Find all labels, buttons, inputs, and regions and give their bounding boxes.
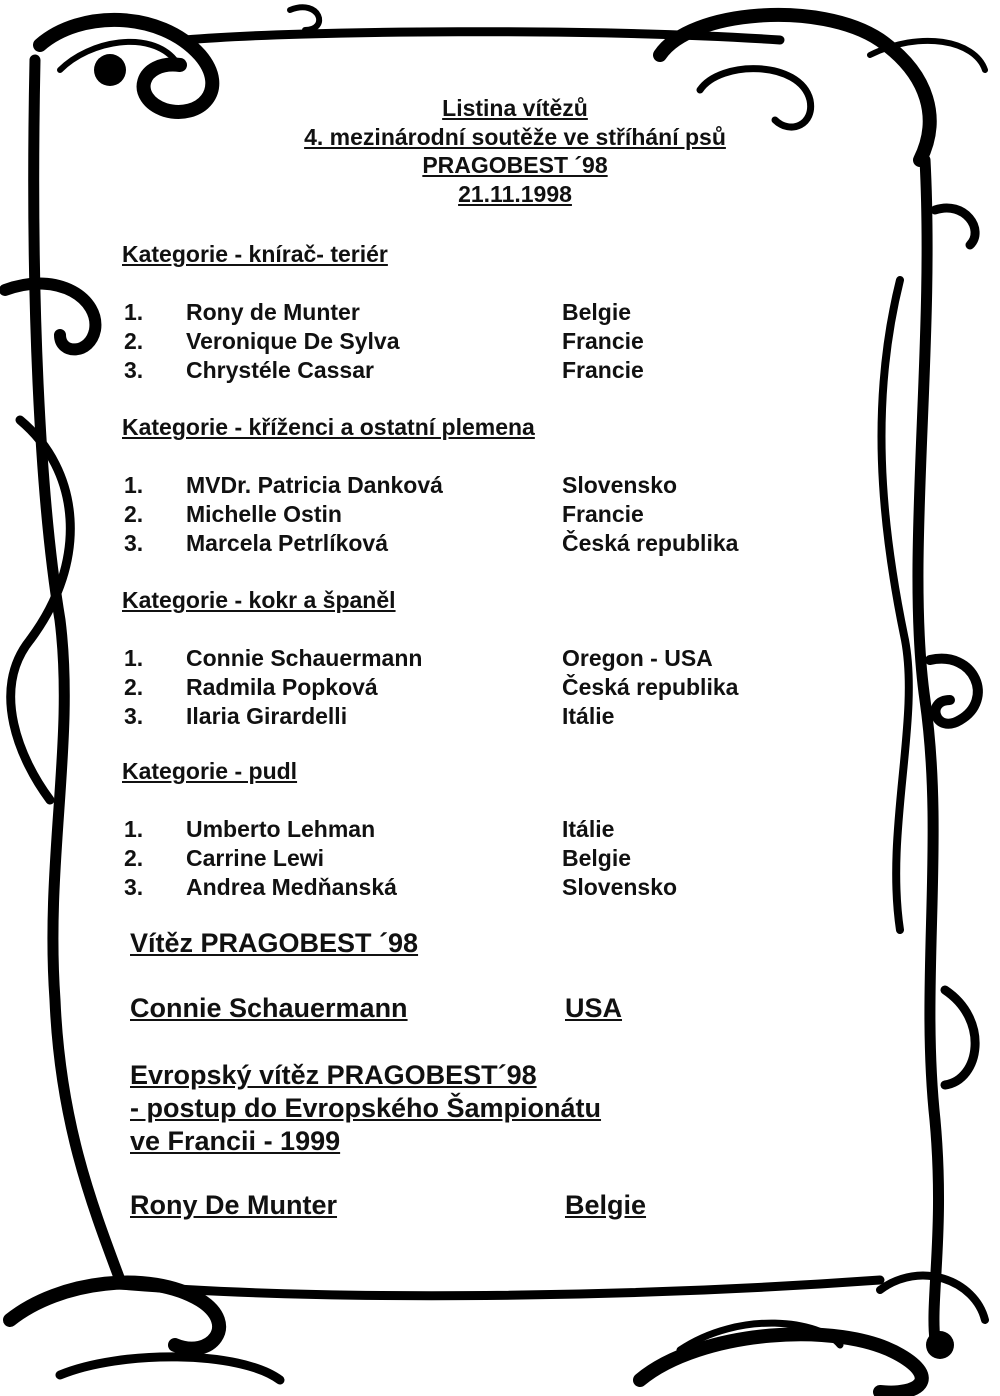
category-heading: Kategorie - pudl xyxy=(122,758,298,784)
frame-top-left-ball xyxy=(94,54,126,86)
result-country: Francie xyxy=(562,501,644,527)
title-block xyxy=(300,94,730,208)
winner-name: Connie Schauermann xyxy=(130,993,408,1023)
result-country: Česká republika xyxy=(562,530,739,556)
result-row xyxy=(122,356,822,385)
result-position: 3. xyxy=(124,703,144,729)
result-position: 1. xyxy=(124,472,144,498)
result-country: Francie xyxy=(562,357,644,383)
result-country: Česká republika xyxy=(562,674,739,700)
category-section xyxy=(122,757,822,902)
result-position: 1. xyxy=(124,816,144,842)
european-winner-name: Rony De Munter xyxy=(130,1190,338,1220)
result-row xyxy=(122,844,822,873)
category-section xyxy=(122,240,822,385)
frame-bottom-left-curl xyxy=(60,1357,280,1380)
result-position: 1. xyxy=(124,645,144,671)
result-name: Radmila Popková xyxy=(186,674,378,700)
european-winner-line-3: ve Francii - 1999 xyxy=(130,1126,341,1156)
frame-right-curl-mid xyxy=(930,659,978,724)
result-name: Andrea Medňanská xyxy=(186,874,397,900)
result-row xyxy=(122,702,822,731)
result-position: 2. xyxy=(124,501,144,527)
title-line-2: 4. mezinárodní soutěže ve stříhání psů xyxy=(304,123,726,150)
result-name: Umberto Lehman xyxy=(186,816,376,842)
title-line-3: PRAGOBEST ´98 xyxy=(422,152,608,178)
result-row xyxy=(122,529,822,558)
frame-bottom-border xyxy=(120,1280,880,1296)
winner-country: USA xyxy=(565,993,623,1023)
result-row xyxy=(122,644,822,673)
result-name: MVDr. Patricia Danková xyxy=(186,472,443,498)
result-position: 3. xyxy=(124,530,144,556)
frame-right-curl-low xyxy=(945,990,975,1085)
result-country: Slovensko xyxy=(562,874,678,900)
result-row xyxy=(122,815,822,844)
result-row xyxy=(122,500,822,529)
result-position: 3. xyxy=(124,357,144,383)
result-name: Veronique De Sylva xyxy=(186,328,400,354)
frame-right-inner-vine xyxy=(881,280,908,930)
winner-title: Vítěz PRAGOBEST ´98 xyxy=(130,928,419,958)
european-winner-line-2: - postup do Evropského Šampionátu xyxy=(130,1093,602,1123)
frame-right-curl-top xyxy=(935,208,975,245)
frame-top-small-loop xyxy=(290,7,319,30)
result-row xyxy=(122,327,822,356)
result-name: Marcela Petrlíková xyxy=(186,530,389,556)
european-winner-country: Belgie xyxy=(565,1190,647,1220)
result-name: Connie Schauermann xyxy=(186,645,423,671)
result-country: Oregon - USA xyxy=(562,645,713,671)
result-position: 3. xyxy=(124,874,144,900)
result-position: 2. xyxy=(124,328,144,354)
title-line-1: Listina vítězů xyxy=(442,95,588,121)
result-row xyxy=(122,298,822,327)
frame-bottom-left-swirl xyxy=(10,1283,219,1349)
result-country: Slovensko xyxy=(562,472,678,498)
result-row xyxy=(122,873,822,902)
result-country: Francie xyxy=(562,328,644,354)
category-section xyxy=(122,586,822,731)
result-name: Carrine Lewi xyxy=(186,845,325,871)
result-name: Ilaria Girardelli xyxy=(186,703,348,729)
result-name: Chrystéle Cassar xyxy=(186,357,374,383)
result-country: Itálie xyxy=(562,816,615,842)
result-position: 2. xyxy=(124,845,144,871)
result-row xyxy=(122,471,822,500)
result-country: Belgie xyxy=(562,845,632,871)
frame-top-right-curl xyxy=(870,41,985,70)
result-position: 2. xyxy=(124,674,144,700)
category-heading: Kategorie - kokr a španěl xyxy=(122,587,396,613)
result-row xyxy=(122,673,822,702)
category-heading: Kategorie - kříženci a ostatní plemena xyxy=(122,414,535,440)
category-section xyxy=(122,413,822,558)
title-date: 21.11.1998 xyxy=(458,180,572,207)
category-heading: Kategorie - knírač- teriér xyxy=(122,241,388,267)
result-country: Belgie xyxy=(562,299,632,325)
european-winner-line-1: Evropský vítěz PRAGOBEST´98 xyxy=(130,1060,537,1090)
frame-right-vine xyxy=(918,160,939,1340)
frame-left-vine xyxy=(34,60,120,1280)
result-position: 1. xyxy=(124,299,144,325)
frame-left-loop xyxy=(5,284,95,350)
result-name: Rony de Munter xyxy=(186,299,360,325)
result-name: Michelle Ostin xyxy=(186,501,342,527)
result-country: Itálie xyxy=(562,703,615,729)
frame-bottom-right-swirl xyxy=(640,1334,922,1392)
frame-bottom-right-ball xyxy=(926,1331,954,1359)
